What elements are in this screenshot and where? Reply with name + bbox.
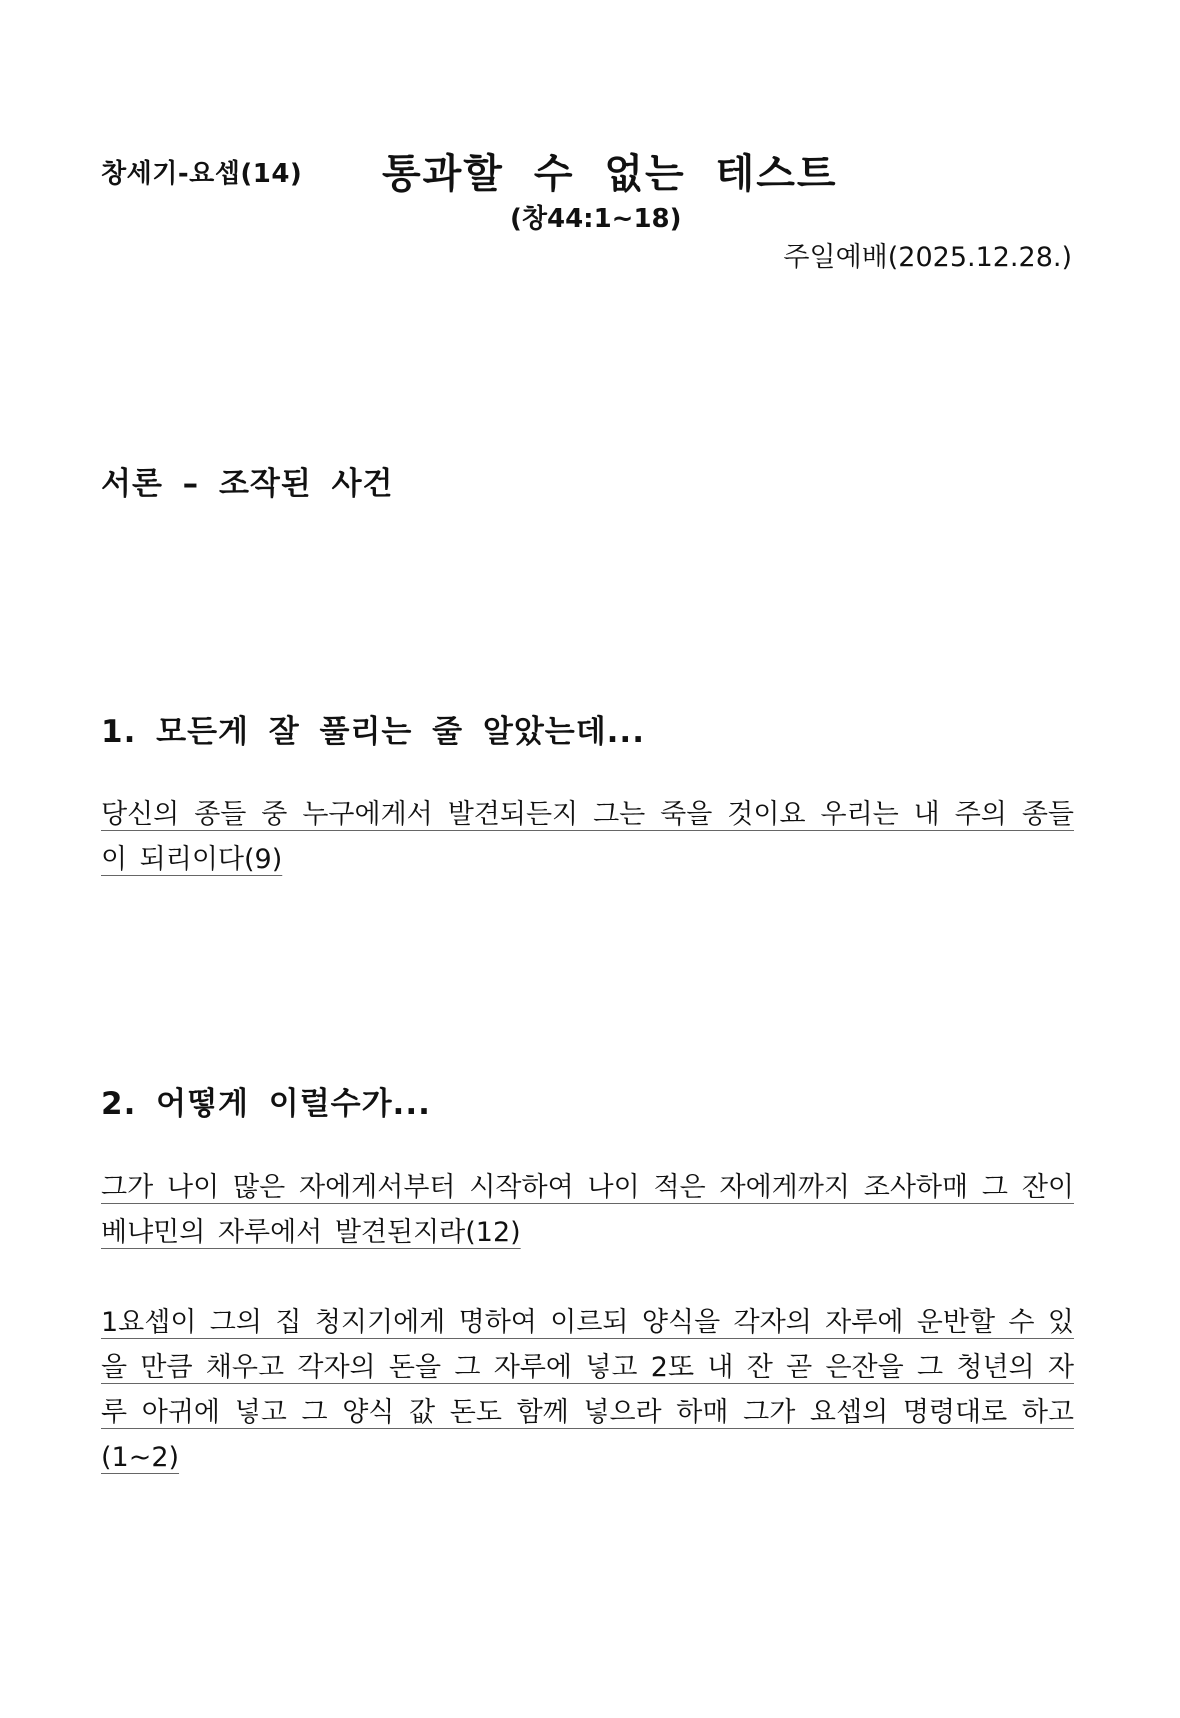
service-date: 주일예배(2025.12.28.) (783, 242, 1072, 273)
section-1-verse-text: 당신의 종들 중 누구에게서 발견되든지 그는 죽을 것이요 우리는 내 주의 종들이 되리이다(9) (101, 799, 1074, 875)
section-2-verse-a (101, 1165, 1074, 1255)
section-1-heading: 1. 모든게 잘 풀리는 줄 알았는데... (101, 714, 645, 750)
series-label: 창세기-요셉(14) (101, 159, 303, 189)
sermon-title: 통과할 수 없는 테스트 (382, 151, 838, 197)
section-2-verse-b-text: 1요셉이 그의 집 청지기에게 명하여 이르되 양식을 각자의 자루에 운반할 수 있을 만큼 채우고 각자의 돈을 그 자루에 넣고 2또 내 잔 곧 은잔을 그 청년의 자루 아귀에 넣고 그 양식 값 돈도 함께 넣으라 하매 그가 요셉의 명령대로 하고(1~2) (101, 1307, 1074, 1473)
intro-heading: 서론 – 조작된 사건 (101, 466, 394, 502)
scripture-reference: (창44:1~18) (510, 204, 682, 234)
section-2-verse-b (101, 1300, 1074, 1480)
section-2-heading: 2. 어떻게 이럴수가... (101, 1086, 431, 1122)
section-1-verse (101, 792, 1074, 882)
section-2-verse-a-text: 그가 나이 많은 자에게서부터 시작하여 나이 적은 자에게까지 조사하매 그 잔이 베냐민의 자루에서 발견된지라(12) (101, 1172, 1074, 1248)
